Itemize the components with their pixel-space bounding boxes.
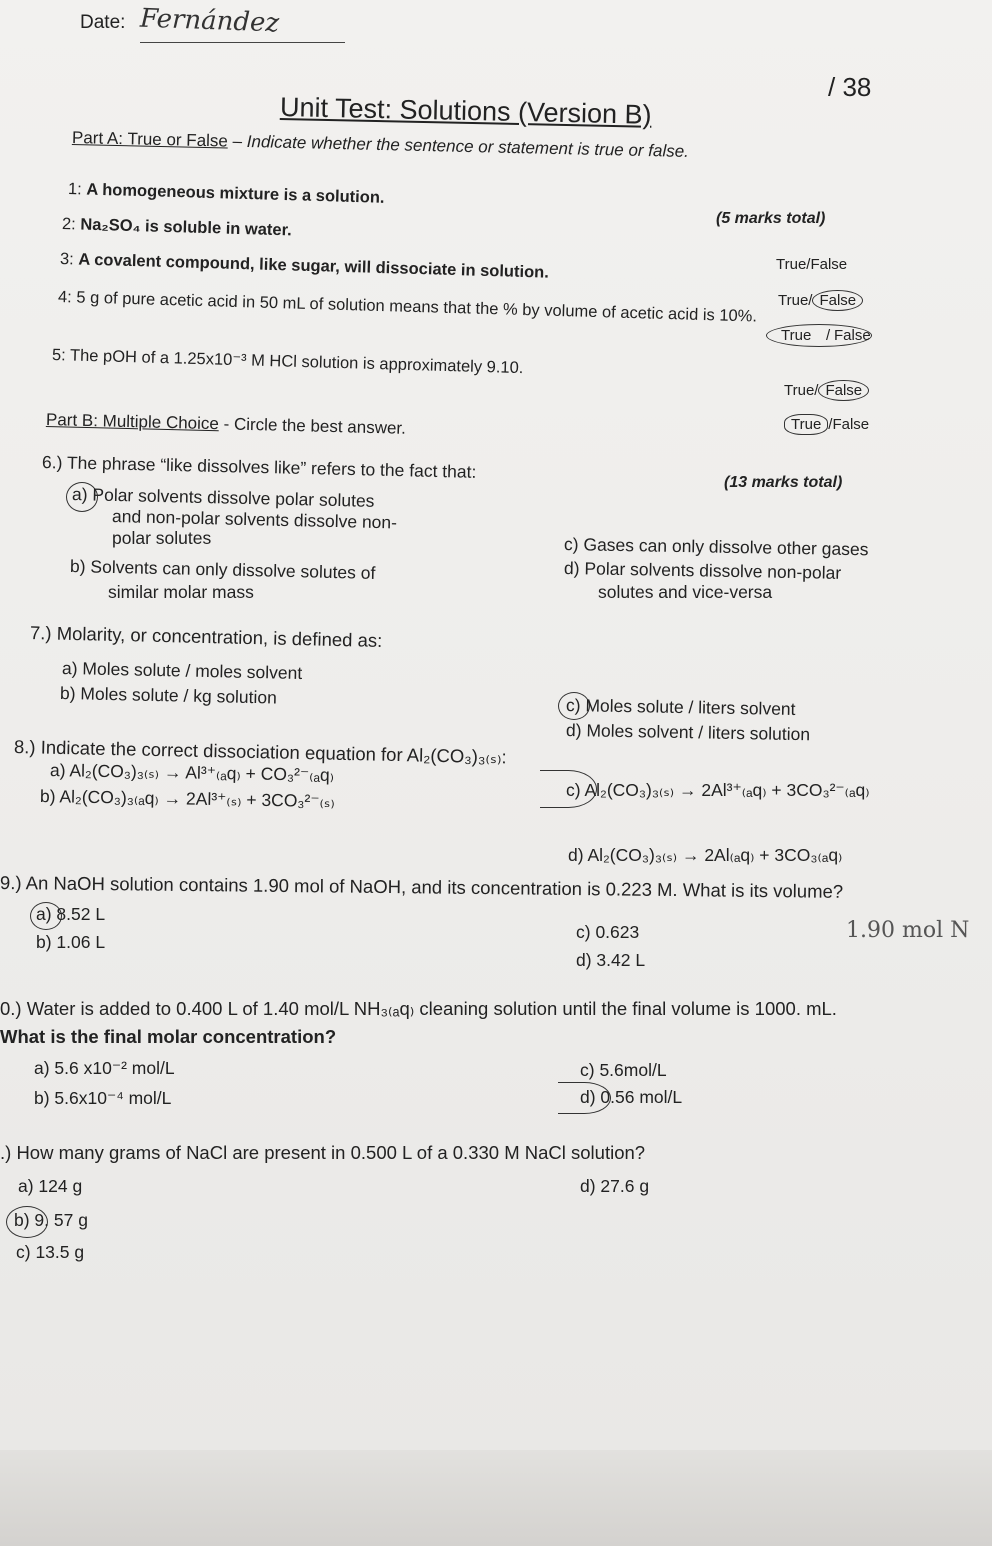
- q8-option-d[interactable]: d) Al₂(CO₃)₃₍ₛ₎ → 2Al₍ₐq₎ + 3CO₃₍ₐq₎: [568, 845, 843, 865]
- q6-stem: 6.) The phrase “like dissolves like” refers to the fact that:: [41, 452, 477, 482]
- tf-choice-2[interactable]: [778, 290, 863, 311]
- tf-text-2: Na₂SO₄ is soluble in water.: [80, 215, 292, 240]
- q7-stem: 7.) Molarity, or concentration, is defined as:: [29, 622, 383, 651]
- q8-option-c[interactable]: c) Al₂(CO₃)₃₍ₛ₎ → 2Al³⁺₍ₐq₎ + 3CO₃²⁻₍ₐq₎: [566, 780, 870, 800]
- tf-true-5-circled[interactable]: True: [784, 414, 828, 435]
- q7-option-c[interactable]: c) Moles solute / liters solvent: [565, 695, 796, 720]
- tf-number-4: 4:: [57, 288, 73, 307]
- q10-option-d[interactable]: d) 0.56 mol/L: [580, 1087, 683, 1107]
- tf-false-4-circled[interactable]: False: [818, 380, 869, 401]
- tf-separator-3: /: [826, 327, 831, 344]
- q10-stem-line1: 0.) Water is added to 0.400 L of 1.40 mol/L NH₃₍ₐq₎ cleaning solution until the final volume is 1000. mL.: [0, 998, 837, 1019]
- part-b-marks: (13 marks total): [724, 474, 843, 491]
- q6-option-d-line1[interactable]: d) Polar solvents dissolve non-polar: [563, 558, 842, 583]
- tf-false-5[interactable]: False: [832, 416, 870, 433]
- tf-false-3[interactable]: False: [834, 327, 871, 344]
- q11-option-d[interactable]: d) 27.6 g: [580, 1176, 650, 1196]
- tf-true-4[interactable]: True: [784, 382, 815, 399]
- q9-option-c[interactable]: c) 0.623: [576, 922, 640, 942]
- q9-option-b[interactable]: b) 1.06 L: [36, 932, 106, 952]
- tf-text-3: A covalent compound, like sugar, will dissociate in solution.: [78, 250, 550, 282]
- tf-separator-1: /: [806, 256, 811, 273]
- tf-true-3[interactable]: True: [766, 324, 872, 347]
- q7-option-a[interactable]: a) Moles solute / moles solvent: [61, 658, 303, 684]
- q9-handwritten-note: 1.90 mol N: [846, 918, 970, 943]
- tf-choice-5[interactable]: [784, 414, 869, 435]
- q11-option-c[interactable]: c) 13.5 g: [16, 1242, 85, 1262]
- q11-option-a[interactable]: a) 124 g: [18, 1176, 83, 1196]
- date-label: Date:: [80, 12, 126, 33]
- date-line: [140, 42, 345, 43]
- part-b-instruction: - Circle the best answer.: [218, 414, 407, 438]
- q8-stem: 8.) Indicate the correct dissociation equation for Al₂(CO₃)₃₍ₛ₎:: [13, 736, 507, 768]
- tf-number-5: 5:: [51, 346, 67, 365]
- part-b-heading: Part B: Multiple Choice: [45, 410, 220, 434]
- part-a-heading: Part A: True or False: [71, 128, 229, 151]
- tf-separator-2: /: [808, 292, 813, 309]
- tf-number-2: 2:: [61, 215, 77, 234]
- q6-option-b-line1[interactable]: b) Solvents can only dissolve solutes of: [69, 556, 376, 583]
- q9-option-a[interactable]: a) 8.52 L: [36, 904, 106, 924]
- score-total: / 38: [828, 72, 872, 102]
- tf-true-1[interactable]: True: [776, 256, 807, 273]
- tf-text-4: 5 g of pure acetic acid in 50 mL of solution means that the % by volume of acetic acid is 10%.: [76, 288, 758, 326]
- q10-stem-line2: What is the final molar concentration?: [0, 1026, 337, 1047]
- q6-option-b-line2[interactable]: similar molar mass: [108, 582, 254, 602]
- tf-separator-4: /: [814, 382, 819, 399]
- q7-option-b[interactable]: b) Moles solute / kg solution: [59, 683, 278, 708]
- q9-stem: 9.) An NaOH solution contains 1.90 mol of NaOH, and its concentration is 0.223 M. What is its volume?: [0, 872, 844, 902]
- q6-option-a-line2[interactable]: and non-polar solvents dissolve non-: [111, 506, 398, 533]
- tf-true-2[interactable]: True: [778, 292, 809, 309]
- tf-number-1: 1:: [67, 180, 83, 199]
- tf-text-1: A homogeneous mixture is a solution.: [86, 180, 385, 207]
- q6-option-a-line1[interactable]: a) Polar solvents dissolve polar solutes: [71, 484, 375, 511]
- q10-option-b[interactable]: b) 5.6x10⁻⁴ mol/L: [34, 1088, 172, 1108]
- tf-false-2-circled[interactable]: False: [812, 290, 863, 311]
- q8-option-a[interactable]: a) Al₂(CO₃)₃₍ₛ₎ → Al³⁺₍ₐq₎ + CO₃²⁻₍ₐq₎: [49, 760, 335, 785]
- q9-option-d[interactable]: d) 3.42 L: [576, 950, 646, 970]
- tf-false-1[interactable]: False: [810, 256, 848, 273]
- q11-stem: .) How many grams of NaCl are present in 0.500 L of a 0.330 M NaCl solution?: [0, 1142, 646, 1163]
- q6-option-c[interactable]: c) Gases can only dissolve other gases: [563, 534, 869, 560]
- tf-choice-3[interactable]: [766, 324, 872, 347]
- tf-text-5: The pOH of a 1.25x10⁻³ M HCl solution is approximately 9.10.: [69, 346, 524, 378]
- desk-surface: [0, 1450, 992, 1546]
- q6-option-d-line2[interactable]: solutes and vice-versa: [598, 582, 773, 602]
- q11-option-b[interactable]: b) 9. 57 g: [14, 1210, 88, 1230]
- part-a-marks: (5 marks total): [716, 210, 826, 227]
- q10-option-a[interactable]: a) 5.6 x10⁻² mol/L: [34, 1058, 175, 1078]
- tf-choice-4[interactable]: [784, 380, 869, 401]
- tf-separator-5: /: [828, 416, 833, 433]
- tf-choice-1[interactable]: [776, 256, 847, 273]
- q7-option-d[interactable]: d) Moles solvent / liters solution: [565, 720, 811, 745]
- q10-option-c[interactable]: c) 5.6mol/L: [580, 1060, 667, 1080]
- q6-option-a-line3[interactable]: polar solutes: [112, 528, 212, 548]
- tf-number-3: 3:: [59, 250, 75, 269]
- q8-option-b[interactable]: b) Al₂(CO₃)₃₍ₐq₎ → 2Al³⁺₍ₛ₎ + 3CO₃²⁻₍ₛ₎: [39, 786, 335, 812]
- part-a-instruction: – Indicate whether the sentence or statement is true or false.: [227, 131, 690, 161]
- student-name: Fernández: [139, 3, 280, 39]
- page-title: Unit Test: Solutions (Version B): [279, 92, 652, 130]
